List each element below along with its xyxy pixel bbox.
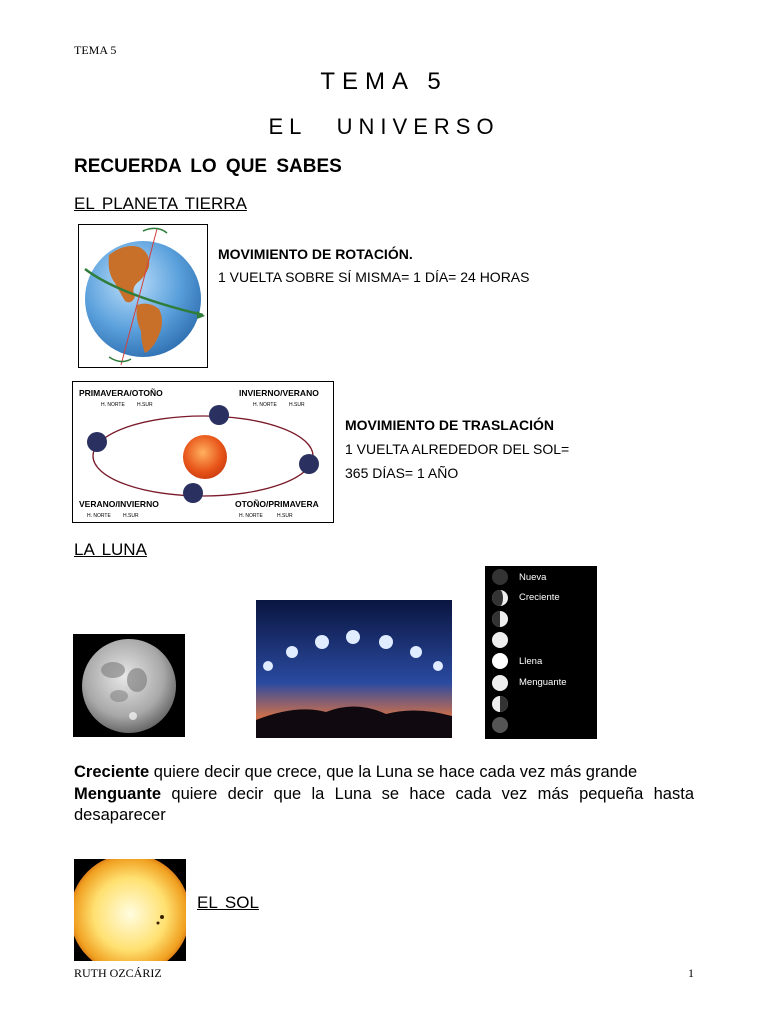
planet-top [209,405,229,425]
hemi-sur-1: H.SUR [137,402,153,408]
traslacion-title: MOVIMIENTO DE TRASLACIÓN [345,417,554,433]
moon-phases-svg [485,566,597,739]
label-bottom-right: OTOÑO/PRIMAVERA [235,499,319,509]
footer-page-number: 1 [688,966,694,980]
hemi-norte-1: H. NORTE [101,402,125,408]
orbit-diagram [72,381,334,523]
planet-bottom [183,483,203,503]
hemi-norte-2: H. NORTE [253,402,277,408]
hemi-norte-3: H. NORTE [87,513,111,519]
heading-el-sol: EL SOL [197,893,259,912]
creciente-text: quiere decir que crece, que la Luna se hace cada vez más grande [149,763,638,781]
planet-right [299,454,319,474]
hemi-norte-4: H. NORTE [239,513,263,519]
traslacion-line2: 365 DÍAS= 1 AÑO [345,465,459,481]
moon-icon [73,634,185,737]
phase-nueva: Nueva [519,572,547,583]
heading-planeta-tierra: EL PLANETA TIERRA [74,194,247,213]
sun-icon [183,435,227,479]
menguante-text: quiere decir que la Luna se hace cada vez más pequeña hasta desaparecer [74,785,694,824]
phase-llena: Llena [519,656,543,667]
full-moon-image [73,634,185,737]
label-top-left: PRIMAVERA/OTOÑO [79,388,163,398]
footer-author: RUTH OZCÁRIZ [74,966,162,980]
earth-rotation-image [78,224,208,368]
page-subtitle: EL UNIVERSO [268,114,500,139]
label-top-right: INVIERNO/VERANO [239,388,319,398]
traslacion-line1: 1 VUELTA ALREDEDOR DEL SOL= [345,441,570,457]
sun-image [74,859,186,961]
hemi-sur-4: H.SUR [277,513,293,519]
phase-menguante: Menguante [519,677,567,688]
page-title: TEMA 5 [320,68,448,95]
menguante-word: Menguante [74,785,162,803]
heading-la-luna: LA LUNA [74,540,147,559]
hemi-sur-3: H.SUR [123,513,139,519]
label-bottom-left: VERANO/INVIERNO [79,499,159,509]
moon-phases-arc-image [256,600,452,738]
sun-photo-icon [74,859,186,961]
creciente-paragraph [74,762,694,783]
phase-creciente: Creciente [519,592,560,603]
planet-left [87,432,107,452]
creciente-word: Creciente [74,763,150,781]
section-recuerda: RECUERDA LO QUE SABES [74,156,342,177]
moon-arc-svg [256,600,452,738]
rotacion-text: 1 VUELTA SOBRE SÍ MISMA= 1 DÍA= 24 HORAS [218,269,530,285]
moon-phases-column [485,566,597,739]
rotacion-title: MOVIMIENTO DE ROTACIÓN. [218,246,413,262]
running-header: TEMA 5 [74,43,117,57]
earth-globe-icon [79,225,207,367]
orbit-svg [73,382,333,522]
menguante-paragraph [74,784,694,826]
hemi-sur-2: H.SUR [289,402,305,408]
